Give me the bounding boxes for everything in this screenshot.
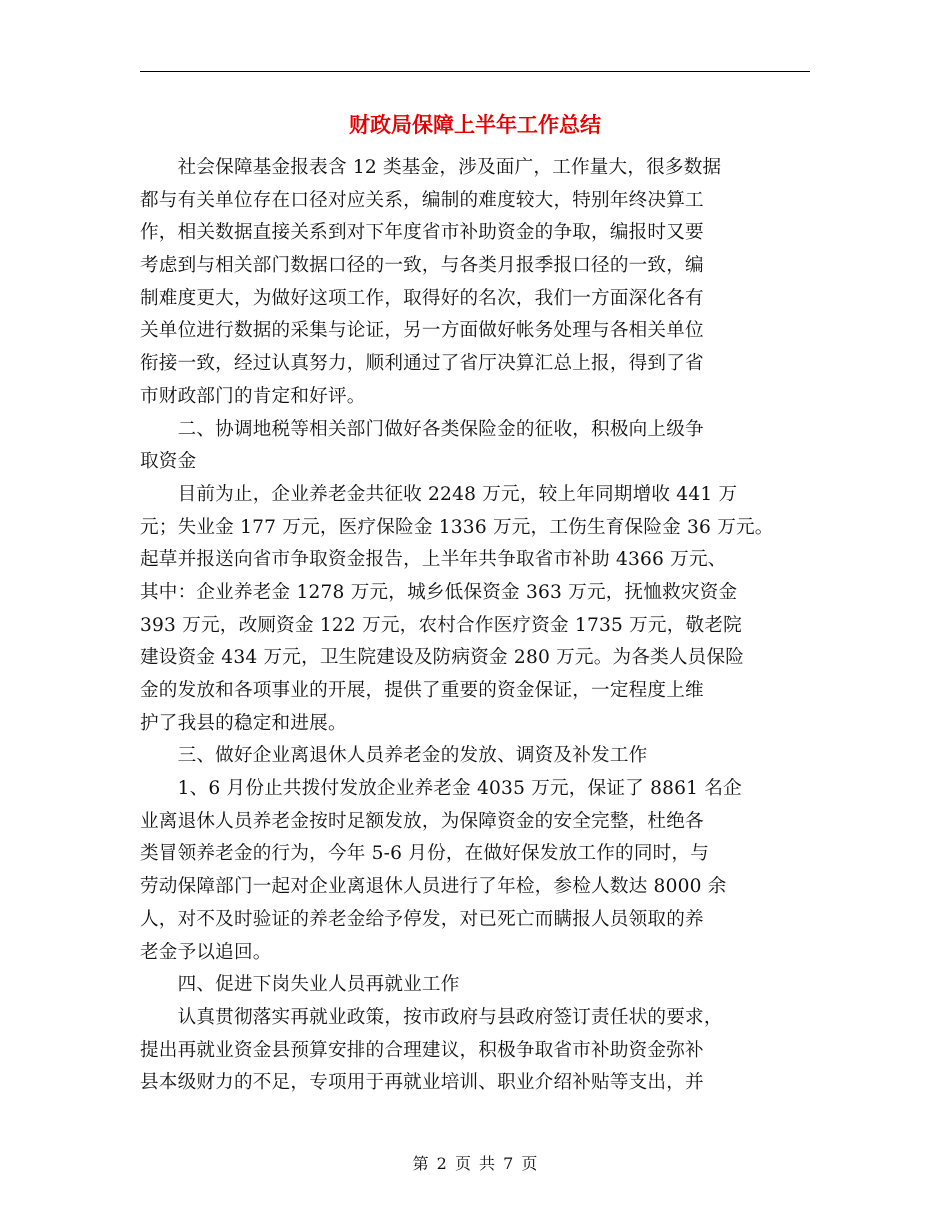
page-number-footer: 第 2 页 共 7 页 xyxy=(412,1154,538,1173)
body-text-line: 元；失业金 177 万元，医疗保险金 1336 万元，工伤生育保险金 36 万元。 xyxy=(140,516,774,538)
body-text-line: 关单位进行数据的采集与论证，另一方面做好帐务处理与各相关单位 xyxy=(140,320,704,342)
body-text-line: 四、促进下岗失业人员再就业工作 xyxy=(140,974,460,996)
body-text-line: 市财政部门的肯定和好评。 xyxy=(140,385,366,407)
document-body xyxy=(140,152,810,1100)
body-text-line: 衔接一致，经过认真努力，顺利通过了省厅决算汇总上报，得到了省 xyxy=(140,353,704,375)
body-text-line: 二、协调地税等相关部门做好各类保险金的征收，积极向上级争 xyxy=(140,418,704,440)
body-text-line: 劳动保障部门一起对企业离退休人员进行了年检，参检人数达 8000 余 xyxy=(140,876,727,898)
body-text-line: 三、做好企业离退休人员养老金的发放、调资及补发工作 xyxy=(140,745,648,767)
body-text-line: 都与有关单位存在口径对应关系，编制的难度较大，特别年终决算工 xyxy=(140,189,704,211)
body-text-line: 1、6 月份止共拨付发放企业养老金 4035 万元，保证了 8861 名企 xyxy=(140,778,742,800)
body-text-line: 人，对不及时验证的养老金给予停发，对已死亡而瞒报人员领取的养 xyxy=(140,908,704,930)
body-text-line: 县本级财力的不足，专项用于再就业培训、职业介绍补贴等支出，并 xyxy=(140,1072,704,1094)
body-text-line: 社会保障基金报表含 12 类基金，涉及面广，工作量大，很多数据 xyxy=(140,157,722,178)
body-text-line: 制难度更大，为做好这项工作，取得好的名次，我们一方面深化各有 xyxy=(140,287,704,309)
body-text-line: 取资金 xyxy=(140,451,197,473)
body-text-line: 起草并报送向省市争取资金报告，上半年共争取省市补助 4366 万元、 xyxy=(140,549,727,571)
body-text-line: 作，相关数据直接关系到对下年度省市补助资金的争取，编报时又要 xyxy=(140,222,704,244)
body-text-line: 业离退休人员养老金按时足额发放，为保障资金的安全完整，杜绝各 xyxy=(140,810,704,832)
body-text-line: 建设资金 434 万元，卫生院建设及防病资金 280 万元。为各类人员保险 xyxy=(140,647,745,669)
header-rule xyxy=(140,71,810,72)
body-text-line: 认真贯彻落实再就业政策，按市政府与县政府签订责任状的要求， xyxy=(140,1006,723,1028)
body-text-line: 老金予以追回。 xyxy=(140,941,272,963)
document-title: 财政局保障上半年工作总结 xyxy=(349,112,601,137)
body-text-line: 金的发放和各项事业的开展，提供了重要的资金保证，一定程度上维 xyxy=(140,680,704,701)
body-text-line: 目前为止，企业养老金共征收 2248 万元，较上年同期增收 441 万 xyxy=(140,483,738,505)
body-text-line: 其中：企业养老金 1278 万元，城乡低保资金 363 万元，抚恤救灾资金 xyxy=(140,581,738,603)
body-text-line: 护了我县的稳定和进展。 xyxy=(140,712,347,734)
body-text-line: 393 万元，改厕资金 122 万元，农村合作医疗资金 1735 万元，敬老院 xyxy=(140,614,742,636)
body-text-line: 考虑到与相关部门数据口径的一致，与各类月报季报口径的一致，编 xyxy=(140,255,704,277)
body-text-line: 类冒领养老金的行为，今年 5-6 月份，在做好保发放工作的同时，与 xyxy=(140,843,709,865)
body-text-line: 提出再就业资金县预算安排的合理建议，积极争取省市补助资金弥补 xyxy=(140,1039,704,1061)
